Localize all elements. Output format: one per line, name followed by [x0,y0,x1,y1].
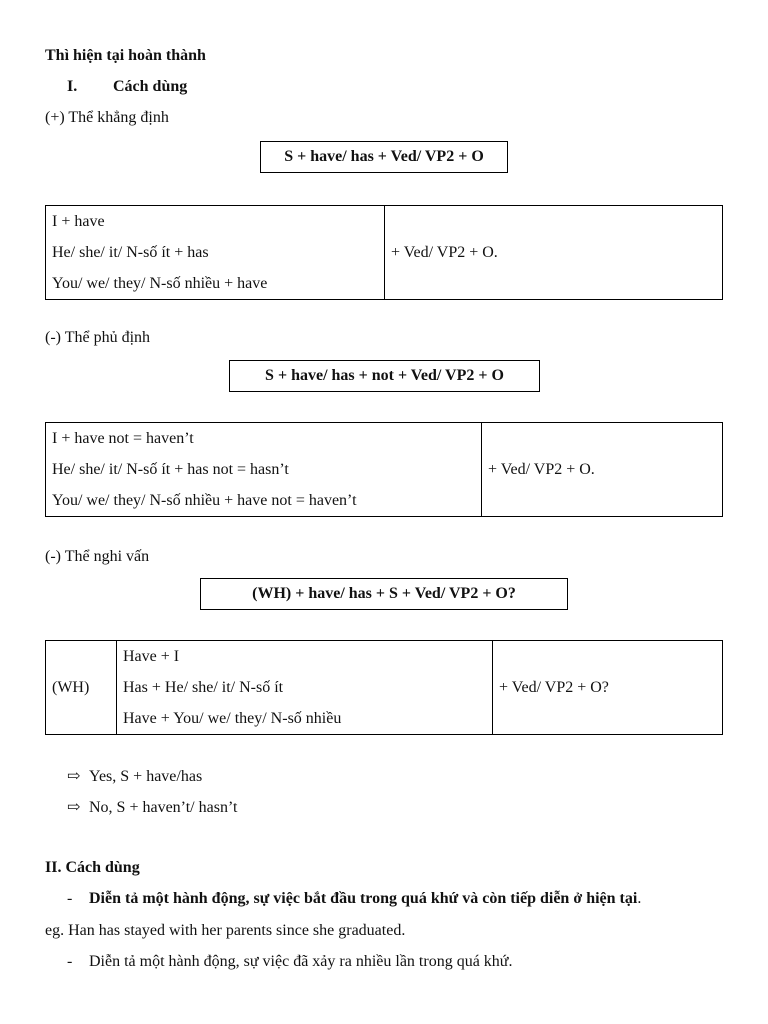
bullet-dash: - [67,890,73,907]
affirmative-predicate: + Ved/ VP2 + O. [385,206,723,300]
usage-1 [67,890,641,908]
interrogative-wh: (WH) [46,641,117,735]
section-1-heading: Cách dùng [113,78,188,95]
affirmative-subject-3: You/ we/ they/ N-số nhiều + have [52,275,268,292]
bullet-dash: - [67,953,73,970]
arrow-right-icon: ⇨ [67,768,81,785]
usage-2 [67,953,512,971]
negative-subject-2: He/ she/ it/ N-số ít + has not = hasn’t [52,461,289,478]
usage-1-period: . [637,890,642,907]
answer-yes-text: Yes, S + have/has [89,768,203,785]
usage-1-text: Diễn tả một hành động, sự việc bắt đầu trong quá khứ và còn tiếp diễn ở hiện tại [89,890,638,907]
interrogative-subject-1: Have + I [123,648,180,665]
section-1-numeral: I. [67,78,78,95]
affirmative-subject-cell [46,206,385,300]
interrogative-subject-3: Have + You/ we/ they/ N-số nhiều [123,710,342,727]
interrogative-subject-2: Has + He/ she/ it/ N-số ít [123,679,284,696]
affirmative-formula: S + have/ has + Ved/ VP2 + O [260,141,508,173]
affirmative-subject-1: I + have [52,213,105,230]
affirmative-subject-2: He/ she/ it/ N-số ít + has [52,244,209,261]
negative-label: (-) Thể phủ định [45,329,151,346]
negative-subject-cell [46,423,482,517]
example-1: eg. Han has stayed with her parents since she graduated. [45,922,406,939]
interrogative-formula: (WH) + have/ has + S + Ved/ VP2 + O? [200,578,568,610]
answer-no [67,797,237,817]
negative-table [45,422,723,517]
negative-predicate: + Ved/ VP2 + O. [482,423,723,517]
section-2-heading: II. Cách dùng [45,859,140,876]
affirmative-table [45,205,723,300]
negative-subject-1: I + have not = haven’t [52,430,194,447]
answer-yes [67,766,202,786]
usage-2-text: Diễn tả một hành động, sự việc đã xảy ra nhiều lần trong quá khứ. [89,953,513,970]
negative-formula: S + have/ has + not + Ved/ VP2 + O [229,360,540,392]
answer-no-text: No, S + haven’t/ hasn’t [89,799,238,816]
affirmative-label: (+) Thể khẳng định [45,109,169,126]
page-title: Thì hiện tại hoàn thành [45,47,206,64]
interrogative-label: (-) Thể nghi vấn [45,548,150,565]
arrow-right-icon: ⇨ [67,799,81,816]
interrogative-subject-cell [117,641,493,735]
negative-subject-3: You/ we/ they/ N-số nhiều + have not = haven’t [52,492,357,509]
interrogative-predicate: + Ved/ VP2 + O? [493,641,723,735]
interrogative-table [45,640,723,735]
